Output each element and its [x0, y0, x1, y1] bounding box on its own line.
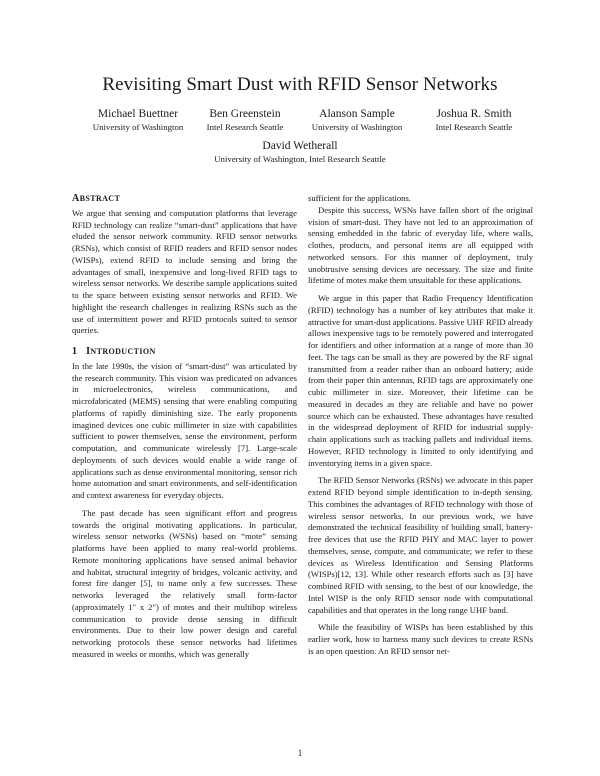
author-affiliation: Intel Research Seattle — [206, 122, 284, 132]
author-name: Joshua R. Smith — [436, 108, 512, 120]
author-affiliation: University of Washington, Intel Research Seattle — [214, 154, 386, 164]
body-paragraph: While the feasibility of WISPs has been established by this earlier work, how to harness many such devices to create RSNs is an open question. An RFID sensor net- — [308, 622, 533, 656]
body-paragraph: The RFID Sensor Networks (RSNs) we advocate in this paper extend RFID beyond simple identification to in-depth sensing. This combines the advantages of RFID technology with those of wireless sensor networks. In our previous work, we have demonstrated the technical feasibility of building small, battery-free devices that use the RFID PHY and MAC layer to power themselves, sense, compute, and communicate; we refer to these devices as Wireless Identification and Sensing Platforms (WISPs)[12, 13]. While other research efforts such as [3] have combined RFID with sensing, to the best of our knowledge, the Intel WISP is the only RFID sensor node with computational capabilities and that operates in the long range UHF band. — [308, 475, 533, 615]
body-paragraph: Despite this success, WSNs have fallen short of the original vision of smart-dust. They have not led to an approximation of sensing embedded in the fabric of everyday life, where walls, clothes, products, and personal items are all equipped with networked sensors. For this manner of deployment, truly unobtrusive sensing devices are necessary. The size and finite lifetime of motes make them unsuitable for these applications. — [308, 204, 533, 286]
abstract-text: We argue that sensing and computation platforms that leverage RFID technology can realize “smart-dust” applications that have eluded the sensor network community. RFID sensor networks (RSNs), which consist of RFID readers and RFID sensor nodes (WISPs), extend RFID to include sensing and bring the advantages of small, inexpensive and long-lived RFID tags to wireless sensor networks. We describe sample applications suited to the space between existing sensor networks and RFID. We highlight the research challenges in realizing RSNs such as the use of intermittent power and RFID protocols suited to sensor queries. — [72, 207, 297, 336]
author-affiliation: University of Washington — [92, 122, 184, 132]
section-heading-introduction: 1 INTRODUCTION — [72, 346, 156, 357]
left-column — [72, 193, 297, 661]
author-block — [200, 139, 400, 166]
author-affiliation: University of Washington — [311, 122, 403, 132]
paper-title: Revisiting Smart Dust with RFID Sensor Networks — [102, 74, 498, 95]
right-column — [308, 193, 533, 658]
body-paragraph: We argue in this paper that Radio Frequency Identification (RFID) technology has a number of key attributes that make it attractive for smart-dust applications. Passive UHF RFID already allows inexpensive tags to be remotely powered and interrogated for identifiers and other information at a range of more than 30 feet. The tags can be small as they are powered by the RF signal transmitted from a reader rather than an onboard battery; aside from their paper thin antennas, RFID tags are approximately one cubic millimeter in size. Moreover, their lifetime can be measured in decades as they are reliable and have no power source which can be exhausted. These advantages have resulted in the widespread deployment of RFID for industrial supply-chain applications such as tracking pallets and individual items. However, RFID technology is limited to only identifying and inventorying items in a given space. — [308, 293, 533, 468]
author-name: Ben Greenstein — [209, 108, 281, 120]
author-name: David Wetherall — [262, 140, 338, 152]
body-paragraph: The past decade has seen significant effort and progress towards the original motivating applications. In particular, wireless sensor networks (WSNs) based on “mote” sensing platforms have been applied to many real-world problems. Remote monitoring applications have sensed animal behavior and habitat, structural integrity of bridges, volcanic activity, and forest fire danger [5], to name only a few successes. These networks leveraged the relatively small form-factor (approximately 1″ x 2″) of motes and their multihop wireless communication to provide dense sensing in difficult environments. Due to their low power design and careful networking protocols these sensor networks had lifetimes measured in weeks or months, which was generally — [72, 507, 297, 659]
body-paragraph: In the late 1990s, the vision of “smart-dust” was articulated by the research community. This vision was predicated on advances in microelectronics, wireless communications, and microfabricated (MEMS) sensing that were enabling computing platforms of rapidly diminishing size. The early proponents imagined devices one cubic millimeter in size with capabilities sufficient to power themselves, sense the environment, perform computation, and communicate wirelessly [7]. Large-scale deployments of such devices would enable a wide range of applications such as dense environmental monitoring, sensor rich home automation and smart environments, and self-identification and context awareness for everyday objects. — [72, 360, 297, 500]
author-name: Michael Buettner — [97, 108, 179, 120]
author-affiliation: Intel Research Seattle — [435, 122, 513, 132]
page-number: 1 — [297, 748, 303, 758]
author-block — [399, 107, 549, 134]
author-name: Alanson Sample — [319, 108, 395, 120]
abstract-heading: ABSTRACT — [72, 193, 121, 204]
body-paragraph: sufficient for the applications. — [308, 193, 411, 203]
